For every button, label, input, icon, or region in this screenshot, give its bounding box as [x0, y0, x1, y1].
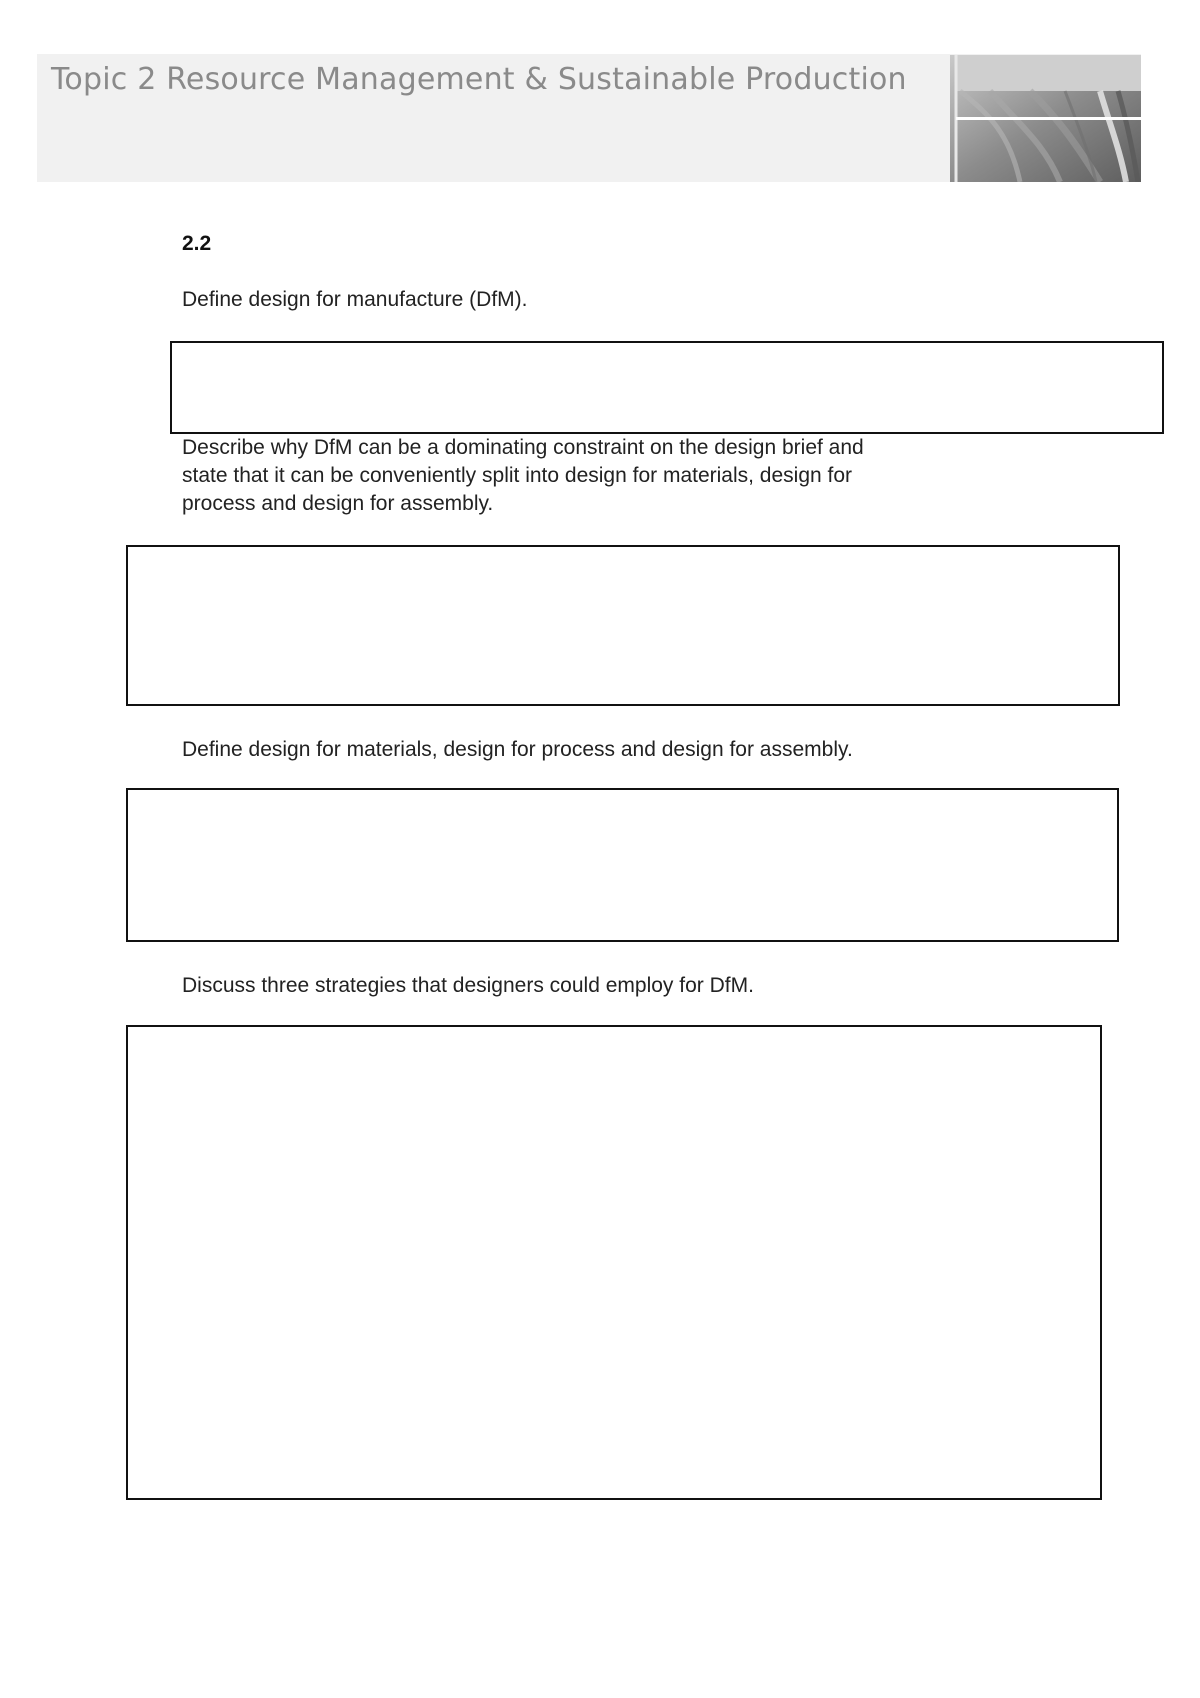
question-2-line-2: state that it can be conveniently split into design for materials, design for — [182, 464, 853, 487]
question-3-line-1: Define design for materials, design for process and design for assembly. — [182, 738, 853, 761]
answer-box-1[interactable] — [170, 341, 1164, 434]
page-title: Topic 2 Resource Management & Sustainable Production — [51, 62, 907, 97]
question-2-line-1: Describe why DfM can be a dominating constraint on the design brief and — [182, 436, 864, 459]
section-number: 2.2 — [182, 232, 212, 255]
answer-box-3[interactable] — [126, 788, 1119, 942]
header-decorative-image — [950, 55, 1141, 182]
question-2-line-3: process and design for assembly. — [182, 492, 494, 515]
question-1-line-1: Define design for manufacture (DfM). — [182, 288, 528, 311]
question-4-line-1: Discuss three strategies that designers could employ for DfM. — [182, 974, 754, 997]
question-1-text — [182, 286, 527, 314]
answer-box-2[interactable] — [126, 545, 1120, 706]
answer-box-4[interactable] — [126, 1025, 1102, 1500]
question-3-text — [182, 736, 853, 764]
question-2-text — [182, 434, 864, 518]
question-4-text — [182, 972, 754, 1000]
